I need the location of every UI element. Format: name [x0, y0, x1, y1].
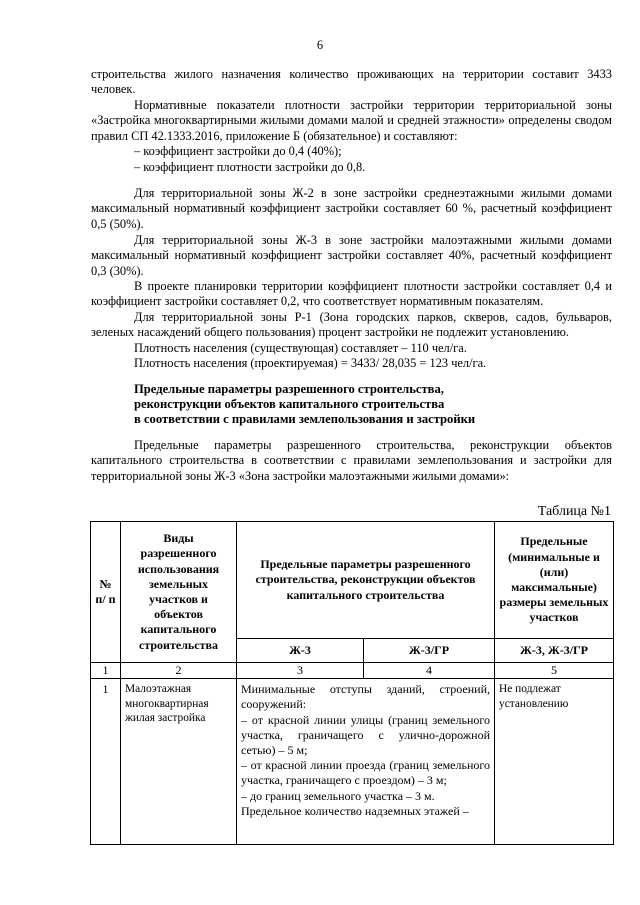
table-row [91, 679, 614, 845]
paragraph-project-coefficients: В проекте планировки территории коэффициент плотности застройки составляет 0,4 и коэффициент застройки составляет 0,2, что соответствует нормативным показателям. [91, 279, 612, 309]
table-caption: Таблица №1 [537, 504, 611, 519]
row-plot-sizes: Не подлежат установлению [495, 679, 614, 845]
paragraph-zone-zh3: Для территориальной зоны Ж-3 в зоне застройки малоэтажными жилыми домами максимальный нормативный коэффициент застройки составляет 40%, расчетный коэффициент 0,3 (30%). [91, 233, 612, 278]
table-header-row [91, 522, 614, 639]
bullet-building-coefficient: – коэффициент застройки до 0,4 (40%); [134, 144, 342, 158]
paragraph-zone-zh2: Для территориальной зоны Ж-2 в зоне застройки среднеэтажными жилыми домами максимальный нормативный коэффициент застройки составляет 60 %, расчетный коэффициент 0,5 (50%). [91, 186, 612, 231]
param-plot-border-setback: – до границ земельного участка – 3 м. [241, 788, 435, 803]
param-max-floors: Предельное количество надземных этажей – [241, 803, 469, 818]
param-street-setback: – от красной линии улицы (границ земельного участка, граничащего с улично-дорожной сетью) – 5 м; [241, 712, 490, 758]
column-number: 1 [91, 663, 121, 679]
header-plot-sizes: Предельные (минимальные и (или) максимальные) размеры земельных участков [495, 522, 614, 639]
bullet-density-coefficient: – коэффициент плотности застройки до 0,8. [134, 160, 366, 174]
column-numbers-row [91, 663, 614, 679]
column-number: 4 [364, 663, 495, 679]
density-existing: Плотность населения (существующая) составляет – 110 чел/га. [134, 341, 467, 355]
subheader-zh3: Ж-3 [237, 639, 364, 663]
page-number: 6 [316, 38, 324, 52]
param-driveway-setback: – от красной линии проезда (границ земельного участка, граничащего с проездом) – 3 м; [241, 758, 490, 788]
section-heading-line3: в соответствии с правилами землепользования и застройки [134, 412, 476, 426]
row-number: 1 [91, 679, 121, 845]
paragraph-residents: строительства жилого назначения количество проживающих на территории составит 3433 человек. [91, 67, 612, 97]
header-use-types: Виды разрешенного использования земельных участков и объектов капитального строительства [121, 522, 237, 663]
row-use-type: Малоэтажная многоквартирная жилая застройка [121, 679, 237, 845]
paragraph-norms: Нормативные показатели плотности застройки территории территориальной зоны «Застройка многоквартирными жилыми домами малой и средней этажности» определены сводом правил СП 42.1333.2016, приложение Б (обязательное) и составляют: [91, 98, 612, 143]
column-number: 3 [237, 663, 364, 679]
subheader-zh3-gr: Ж-3/ГР [364, 639, 495, 663]
column-number: 5 [495, 663, 614, 679]
column-number: 2 [121, 663, 237, 679]
section-heading-line1: Предельные параметры разрешенного строительства, [134, 382, 444, 396]
section-heading-line2: реконструкции объектов капитального строительства [134, 397, 445, 411]
header-number: № п/ п [91, 522, 121, 663]
density-projected: Плотность населения (проектируемая) = 3433/ 28,035 = 123 чел/га. [134, 356, 487, 370]
subheader-zh3-both: Ж-3, Ж-3/ГР [495, 639, 614, 663]
parameters-table [90, 521, 614, 845]
paragraph-zone-r1: Для территориальной зоны Р-1 (Зона городских парков, скверов, садов, бульваров, зеленых насаждений общего пользования) процент застройки не подлежит установлению. [91, 310, 612, 340]
paragraph-limits-intro: Предельные параметры разрешенного строительства, реконструкции объектов капитального строительства в соответствии с правилами землепользования и застройки для территориальной зоны Ж-3 «Зона застройки малоэтажными жилыми домами»: [91, 438, 612, 483]
header-parameters: Предельные параметры разрешенного строительства, реконструкции объектов капитального строительства [237, 522, 495, 639]
param-min-setbacks: Минимальные отступы зданий, строений, сооружений: [241, 682, 490, 712]
row-parameters [237, 679, 495, 845]
